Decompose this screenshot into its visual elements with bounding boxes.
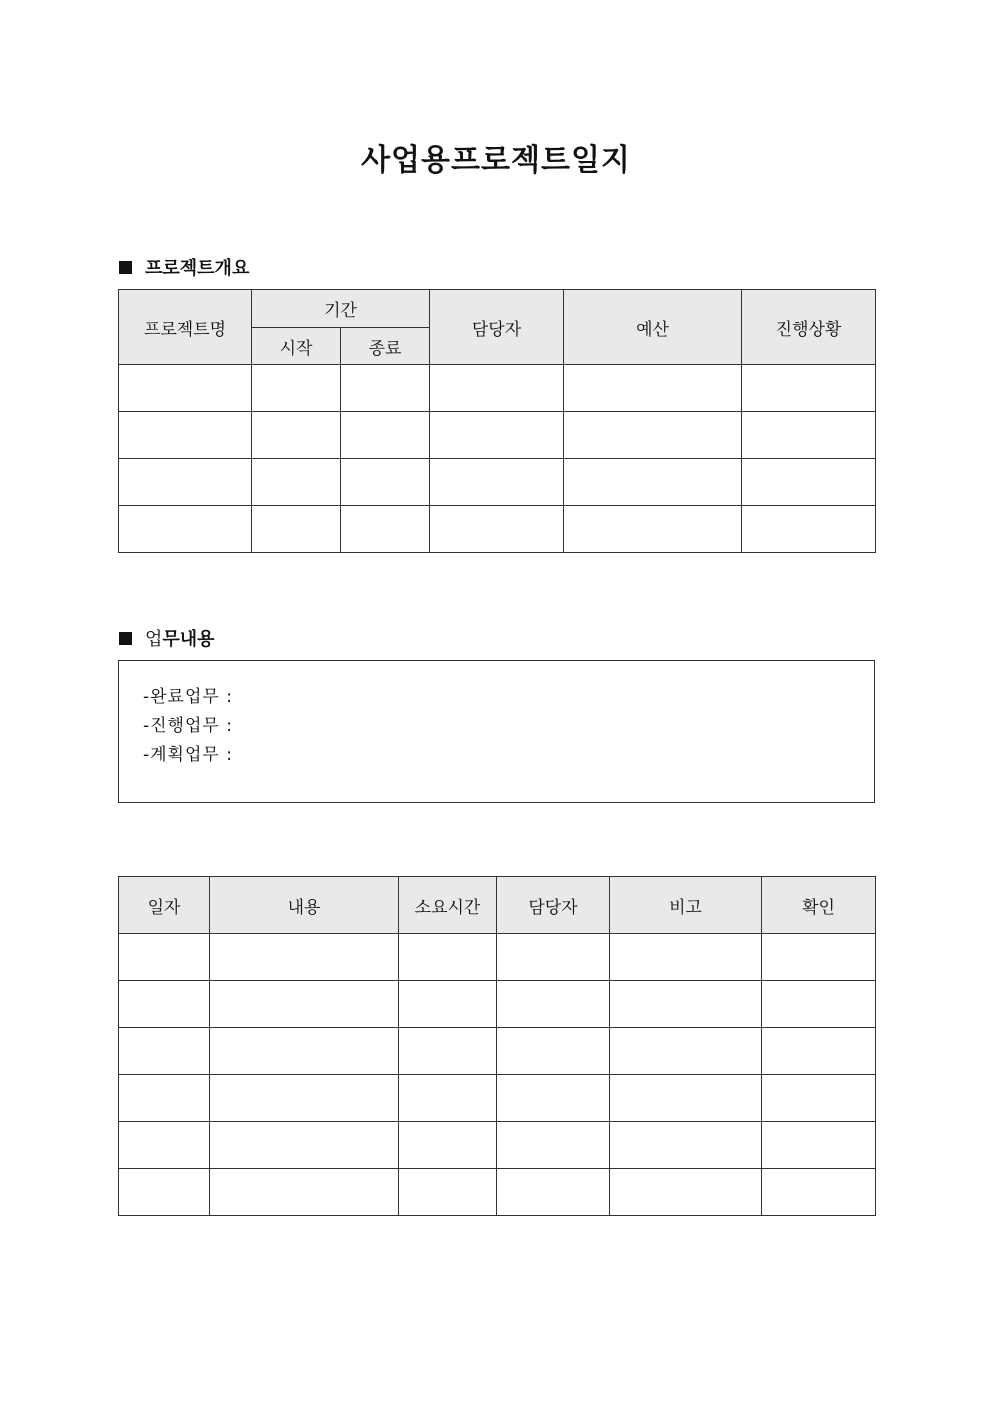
table-row <box>119 1028 876 1075</box>
table-cell[interactable] <box>341 459 430 506</box>
header-time-spent: 소요시간 <box>399 877 497 934</box>
section-heading-overview <box>119 254 249 280</box>
table-cell[interactable] <box>610 1169 762 1216</box>
in-progress-work-line: -진행업무 : <box>143 716 233 736</box>
table-cell[interactable] <box>497 1169 610 1216</box>
table-cell[interactable] <box>119 1169 210 1216</box>
table-cell[interactable] <box>210 1122 399 1169</box>
table-cell[interactable] <box>742 506 876 553</box>
table-cell[interactable] <box>742 412 876 459</box>
table-cell[interactable] <box>762 934 876 981</box>
header-manager: 담당자 <box>497 877 610 934</box>
header-period: 기간 <box>252 290 430 328</box>
table-cell[interactable] <box>430 365 564 412</box>
project-overview-table <box>118 289 876 553</box>
table-cell[interactable] <box>119 459 252 506</box>
table-cell[interactable] <box>762 1169 876 1216</box>
section-heading-text: 무내용 <box>162 629 215 650</box>
header-content: 내용 <box>210 877 399 934</box>
table-cell[interactable] <box>119 1028 210 1075</box>
table-cell[interactable] <box>341 365 430 412</box>
table-row <box>119 1075 876 1122</box>
table-row <box>119 1169 876 1216</box>
section-heading-first-char: 업 <box>145 629 163 650</box>
table-cell[interactable] <box>210 1169 399 1216</box>
table-cell[interactable] <box>119 1122 210 1169</box>
table-cell[interactable] <box>119 506 252 553</box>
table-cell[interactable] <box>430 459 564 506</box>
header-project-name: 프로젝트명 <box>119 290 252 365</box>
header-date: 일자 <box>119 877 210 934</box>
table-cell[interactable] <box>341 506 430 553</box>
header-budget: 예산 <box>564 290 742 365</box>
table-cell[interactable] <box>252 506 341 553</box>
planned-work-line: -계획업무 : <box>143 745 233 765</box>
table-cell[interactable] <box>252 459 341 506</box>
table-row <box>119 934 876 981</box>
table-cell[interactable] <box>762 1122 876 1169</box>
header-manager: 담당자 <box>430 290 564 365</box>
table-cell[interactable] <box>210 934 399 981</box>
table-cell[interactable] <box>399 1122 497 1169</box>
table-row <box>119 459 876 506</box>
work-content-box[interactable] <box>118 660 875 803</box>
square-bullet-icon <box>119 261 132 274</box>
header-remarks: 비고 <box>610 877 762 934</box>
table-row <box>119 412 876 459</box>
table-row <box>119 981 876 1028</box>
table-cell[interactable] <box>210 981 399 1028</box>
table-cell[interactable] <box>564 412 742 459</box>
table-cell[interactable] <box>119 365 252 412</box>
table-cell[interactable] <box>610 1075 762 1122</box>
section-heading-work <box>119 625 215 651</box>
table-cell[interactable] <box>762 1028 876 1075</box>
table-cell[interactable] <box>430 412 564 459</box>
table-cell[interactable] <box>119 412 252 459</box>
table-cell[interactable] <box>252 365 341 412</box>
table-cell[interactable] <box>497 1122 610 1169</box>
table-cell[interactable] <box>399 1169 497 1216</box>
header-start: 시작 <box>252 328 341 365</box>
table-row <box>119 365 876 412</box>
completed-work-line: -완료업무 : <box>143 687 233 707</box>
table-row <box>119 506 876 553</box>
table-cell[interactable] <box>497 934 610 981</box>
table-cell[interactable] <box>119 1075 210 1122</box>
table-cell[interactable] <box>399 1075 497 1122</box>
table-cell[interactable] <box>399 934 497 981</box>
table-row <box>119 1122 876 1169</box>
header-confirm: 확인 <box>762 877 876 934</box>
table-cell[interactable] <box>564 365 742 412</box>
table-cell[interactable] <box>399 1028 497 1075</box>
header-end: 종료 <box>341 328 430 365</box>
table-cell[interactable] <box>762 1075 876 1122</box>
table-cell[interactable] <box>610 1028 762 1075</box>
table-cell[interactable] <box>497 981 610 1028</box>
table-cell[interactable] <box>742 365 876 412</box>
table-cell[interactable] <box>119 934 210 981</box>
header-status: 진행상황 <box>742 290 876 365</box>
table-cell[interactable] <box>341 412 430 459</box>
work-log-table <box>118 876 876 1216</box>
table-cell[interactable] <box>610 1122 762 1169</box>
table-cell[interactable] <box>252 412 341 459</box>
table-cell[interactable] <box>564 506 742 553</box>
table-cell[interactable] <box>610 981 762 1028</box>
table-cell[interactable] <box>399 981 497 1028</box>
table-cell[interactable] <box>762 981 876 1028</box>
table-cell[interactable] <box>497 1028 610 1075</box>
table-cell[interactable] <box>610 934 762 981</box>
table-cell[interactable] <box>497 1075 610 1122</box>
table-cell[interactable] <box>210 1075 399 1122</box>
table-cell[interactable] <box>119 981 210 1028</box>
section-heading-text: 프로젝트개요 <box>145 258 250 279</box>
page-title: 사업용프로젝트일지 <box>361 143 631 178</box>
table-cell[interactable] <box>742 459 876 506</box>
table-cell[interactable] <box>430 506 564 553</box>
square-bullet-icon <box>119 632 132 645</box>
table-cell[interactable] <box>210 1028 399 1075</box>
table-cell[interactable] <box>564 459 742 506</box>
